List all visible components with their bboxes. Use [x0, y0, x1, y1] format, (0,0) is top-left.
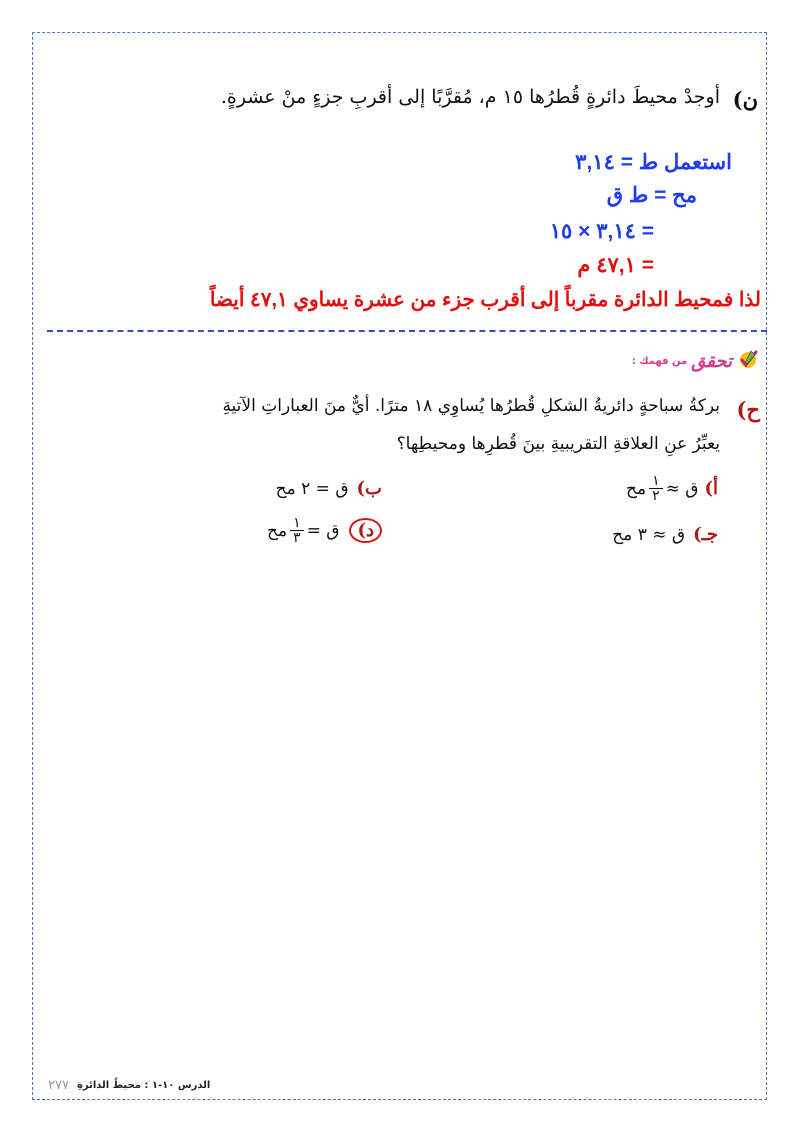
question2-label: ح): [736, 397, 760, 422]
option-c-text: ق ≈ ٣ مح: [612, 524, 686, 545]
section-divider: [47, 330, 767, 332]
fraction-numerator: ١: [290, 516, 304, 531]
option-a-fraction: [649, 474, 663, 503]
solution-line-formula: مح = ط ق: [606, 184, 697, 207]
option-b-letter: ب): [356, 478, 382, 499]
fraction-denominator: ٢: [652, 488, 660, 504]
fraction-numerator: ١: [649, 474, 663, 489]
option-d-rhs: مح: [266, 520, 288, 541]
page-footer: [48, 1078, 210, 1093]
option-d-lhs: ق =: [306, 520, 340, 541]
check-pencil-icon: [736, 347, 760, 375]
option-d[interactable]: [267, 516, 382, 545]
option-b-text: ق = ٢ مح: [275, 478, 349, 499]
option-a[interactable]: [626, 474, 718, 503]
solution-conclusion: لذا فمحيط الدائرة مقرباً إلى أقرب جزء من عشرة يساوي ٤٧,١ أيضاً: [209, 289, 761, 311]
option-a-rhs: مح: [626, 478, 647, 499]
footer-lesson: الدرس ١٠-١ : محيطُ الدائرةِ: [76, 1080, 211, 1091]
check-subtitle: من فهمك :: [631, 355, 688, 367]
option-d-letter-circled: د): [349, 518, 382, 543]
option-c-letter: جـ): [693, 524, 718, 545]
solution-line-substitution: = ٣,١٤ × ١٥: [549, 220, 654, 243]
check-understanding-heading: [632, 347, 760, 375]
page-number: ٢٧٧: [48, 1078, 69, 1093]
solution-line-pi: استعمل ط = ٣,١٤: [575, 151, 732, 174]
option-b[interactable]: [276, 478, 382, 499]
option-c[interactable]: [612, 524, 718, 545]
check-title: تحقق: [691, 350, 732, 372]
question-label: ن): [732, 87, 758, 112]
question2-text-line2: يعبِّرُ عنِ العلاقةِ التقريبيةِ بينَ قُطرِها ومحيطِها؟: [396, 434, 720, 454]
option-d-fraction: [290, 516, 304, 545]
option-a-lhs: ق ≈: [665, 478, 699, 499]
fraction-denominator: ٣: [293, 530, 301, 546]
question2-text-line1: بركةُ سباحةٍ دائريةُ الشكلِ قُطرُها يُساوِي ١٨ مترًا. أيٌّ منَ العباراتِ الآتيةِ: [222, 396, 720, 416]
option-a-letter: أ): [704, 478, 718, 499]
question-text: أوجدْ محيطَ دائرةٍ قُطرُها ١٥ م، مُقرَّبًا إلى أقربِ جزءٍ منْ عشرةٍ.: [220, 86, 720, 108]
solution-line-result: = ٤٧,١ م: [577, 254, 654, 277]
